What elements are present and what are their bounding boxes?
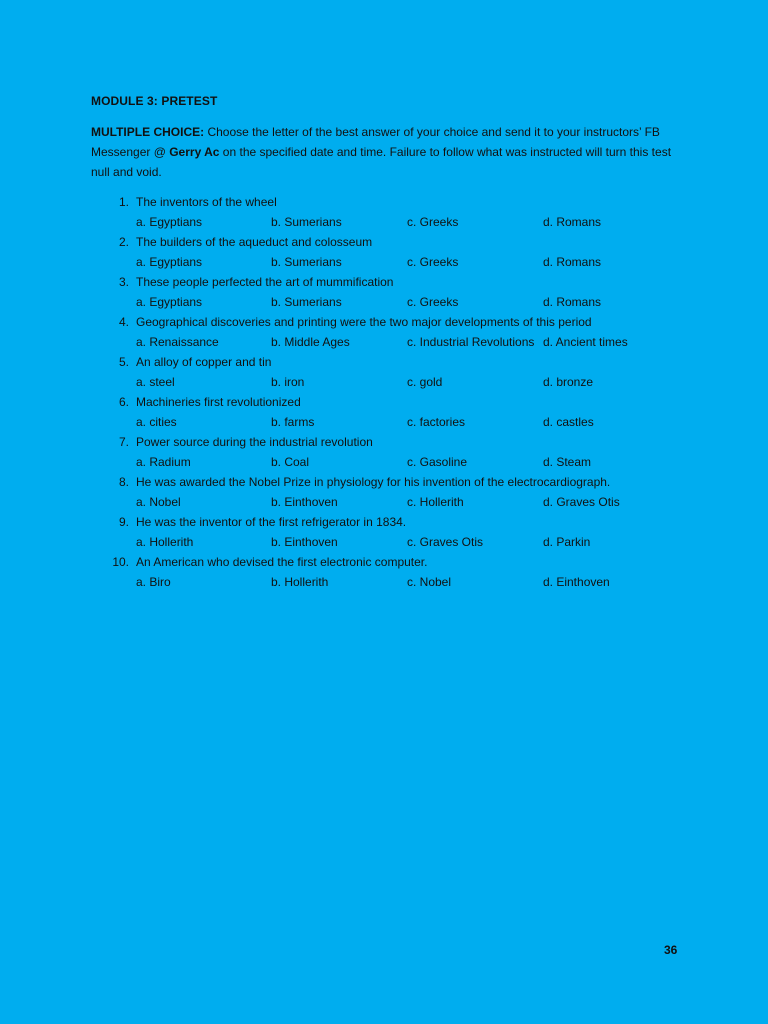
option-c: c. Greeks [407, 255, 459, 269]
question-line [107, 192, 707, 212]
question-line [107, 552, 707, 572]
option-c: c. Hollerith [407, 495, 464, 509]
question-line [107, 392, 707, 412]
question-item [107, 312, 707, 352]
instructions-text-before: Choose the letter of the best answer of your choice and send it to your instructors’ FB Messenger @ [91, 125, 660, 159]
question-line [107, 432, 707, 452]
option-row [107, 492, 707, 512]
question-text: He was the inventor of the first refrigerator in 1834. [136, 515, 407, 529]
option-a: a. Egyptians [136, 295, 203, 309]
option-b: b. Coal [271, 455, 310, 469]
question-text: He was awarded the Nobel Prize in physiology for his invention of the electrocardiograph. [136, 475, 611, 489]
option-c: c. Gasoline [407, 455, 468, 469]
question-item [107, 392, 707, 432]
instructions-text-after: on the specified date and time. Failure to follow what was instructed will turn this test null and void. [91, 145, 672, 179]
option-row [107, 572, 707, 592]
question-text: The inventors of the wheel [136, 195, 277, 209]
question-item [107, 472, 707, 512]
question-line [107, 312, 707, 332]
option-a: a. Egyptians [136, 215, 203, 229]
option-d: d. castles [543, 415, 594, 429]
option-row [107, 292, 707, 312]
question-number: 6. [118, 395, 129, 409]
option-c: c. Industrial Revolutions [407, 335, 535, 349]
option-d: d. Romans [543, 255, 602, 269]
question-item [107, 272, 707, 312]
option-a: a. Radium [136, 455, 191, 469]
question-line [107, 232, 707, 252]
question-text: The builders of the aqueduct and colosseum [136, 235, 373, 249]
question-text: Machineries first revolutionized [136, 395, 301, 409]
option-b: b. Sumerians [271, 215, 342, 229]
option-d: d. Einthoven [543, 575, 610, 589]
question-number: 4. [118, 315, 129, 329]
option-a: a. Biro [136, 575, 171, 589]
option-row [107, 332, 707, 352]
option-row [107, 372, 707, 392]
question-number: 9. [118, 515, 129, 529]
question-number: 1. [118, 195, 129, 209]
option-c: c. gold [407, 375, 443, 389]
option-b: b. Sumerians [271, 295, 342, 309]
question-text: Power source during the industrial revolution [136, 435, 373, 449]
question-number: 3. [118, 275, 129, 289]
instructions-paragraph [91, 122, 691, 182]
option-c: c. Nobel [407, 575, 452, 589]
option-b: b. Einthoven [271, 535, 338, 549]
question-line [107, 512, 707, 532]
question-text: An American who devised the first electronic computer. [136, 555, 428, 569]
option-b: b. Middle Ages [271, 335, 350, 349]
option-c: c. Greeks [407, 215, 459, 229]
option-d: d. bronze [543, 375, 594, 389]
option-d: d. Steam [543, 455, 592, 469]
question-item [107, 232, 707, 272]
instructions-lead: MULTIPLE CHOICE: [91, 125, 205, 139]
instructions-contact: Gerry Ac [169, 145, 220, 159]
question-item [107, 512, 707, 552]
option-b: b. Sumerians [271, 255, 342, 269]
question-item [107, 552, 707, 592]
question-line [107, 352, 707, 372]
option-d: d. Romans [543, 215, 602, 229]
option-a: a. steel [136, 375, 175, 389]
question-number: 5. [118, 355, 129, 369]
question-text: Geographical discoveries and printing were the two major developments of this period [136, 315, 592, 329]
question-list [107, 192, 707, 592]
option-b: b. Einthoven [271, 495, 338, 509]
option-row [107, 532, 707, 552]
question-line [107, 272, 707, 292]
option-d: d. Parkin [543, 535, 591, 549]
question-text: An alloy of copper and tin [136, 355, 272, 369]
option-c: c. Greeks [407, 295, 459, 309]
option-a: a. Nobel [136, 495, 181, 509]
option-d: d. Romans [543, 295, 602, 309]
question-number: 7. [118, 435, 129, 449]
option-row [107, 412, 707, 432]
option-row [107, 212, 707, 232]
question-text: These people perfected the art of mummification [136, 275, 394, 289]
option-a: a. Renaissance [136, 335, 219, 349]
option-b: b. Hollerith [271, 575, 329, 589]
option-row [107, 252, 707, 272]
option-row [107, 452, 707, 472]
option-d: d. Ancient times [543, 335, 628, 349]
question-number: 10. [112, 555, 129, 569]
question-item [107, 352, 707, 392]
option-a: a. Hollerith [136, 535, 194, 549]
option-c: c. Graves Otis [407, 535, 484, 549]
option-b: b. iron [271, 375, 305, 389]
option-c: c. factories [407, 415, 466, 429]
page-number: 36 [664, 943, 678, 957]
module-title: MODULE 3: PRETEST [91, 94, 218, 108]
option-d: d. Graves Otis [543, 495, 620, 509]
question-item [107, 432, 707, 472]
question-item [107, 192, 707, 232]
question-number: 8. [118, 475, 129, 489]
option-a: a. Egyptians [136, 255, 203, 269]
question-number: 2. [118, 235, 129, 249]
question-line [107, 472, 707, 492]
option-b: b. farms [271, 415, 315, 429]
option-a: a. cities [136, 415, 177, 429]
